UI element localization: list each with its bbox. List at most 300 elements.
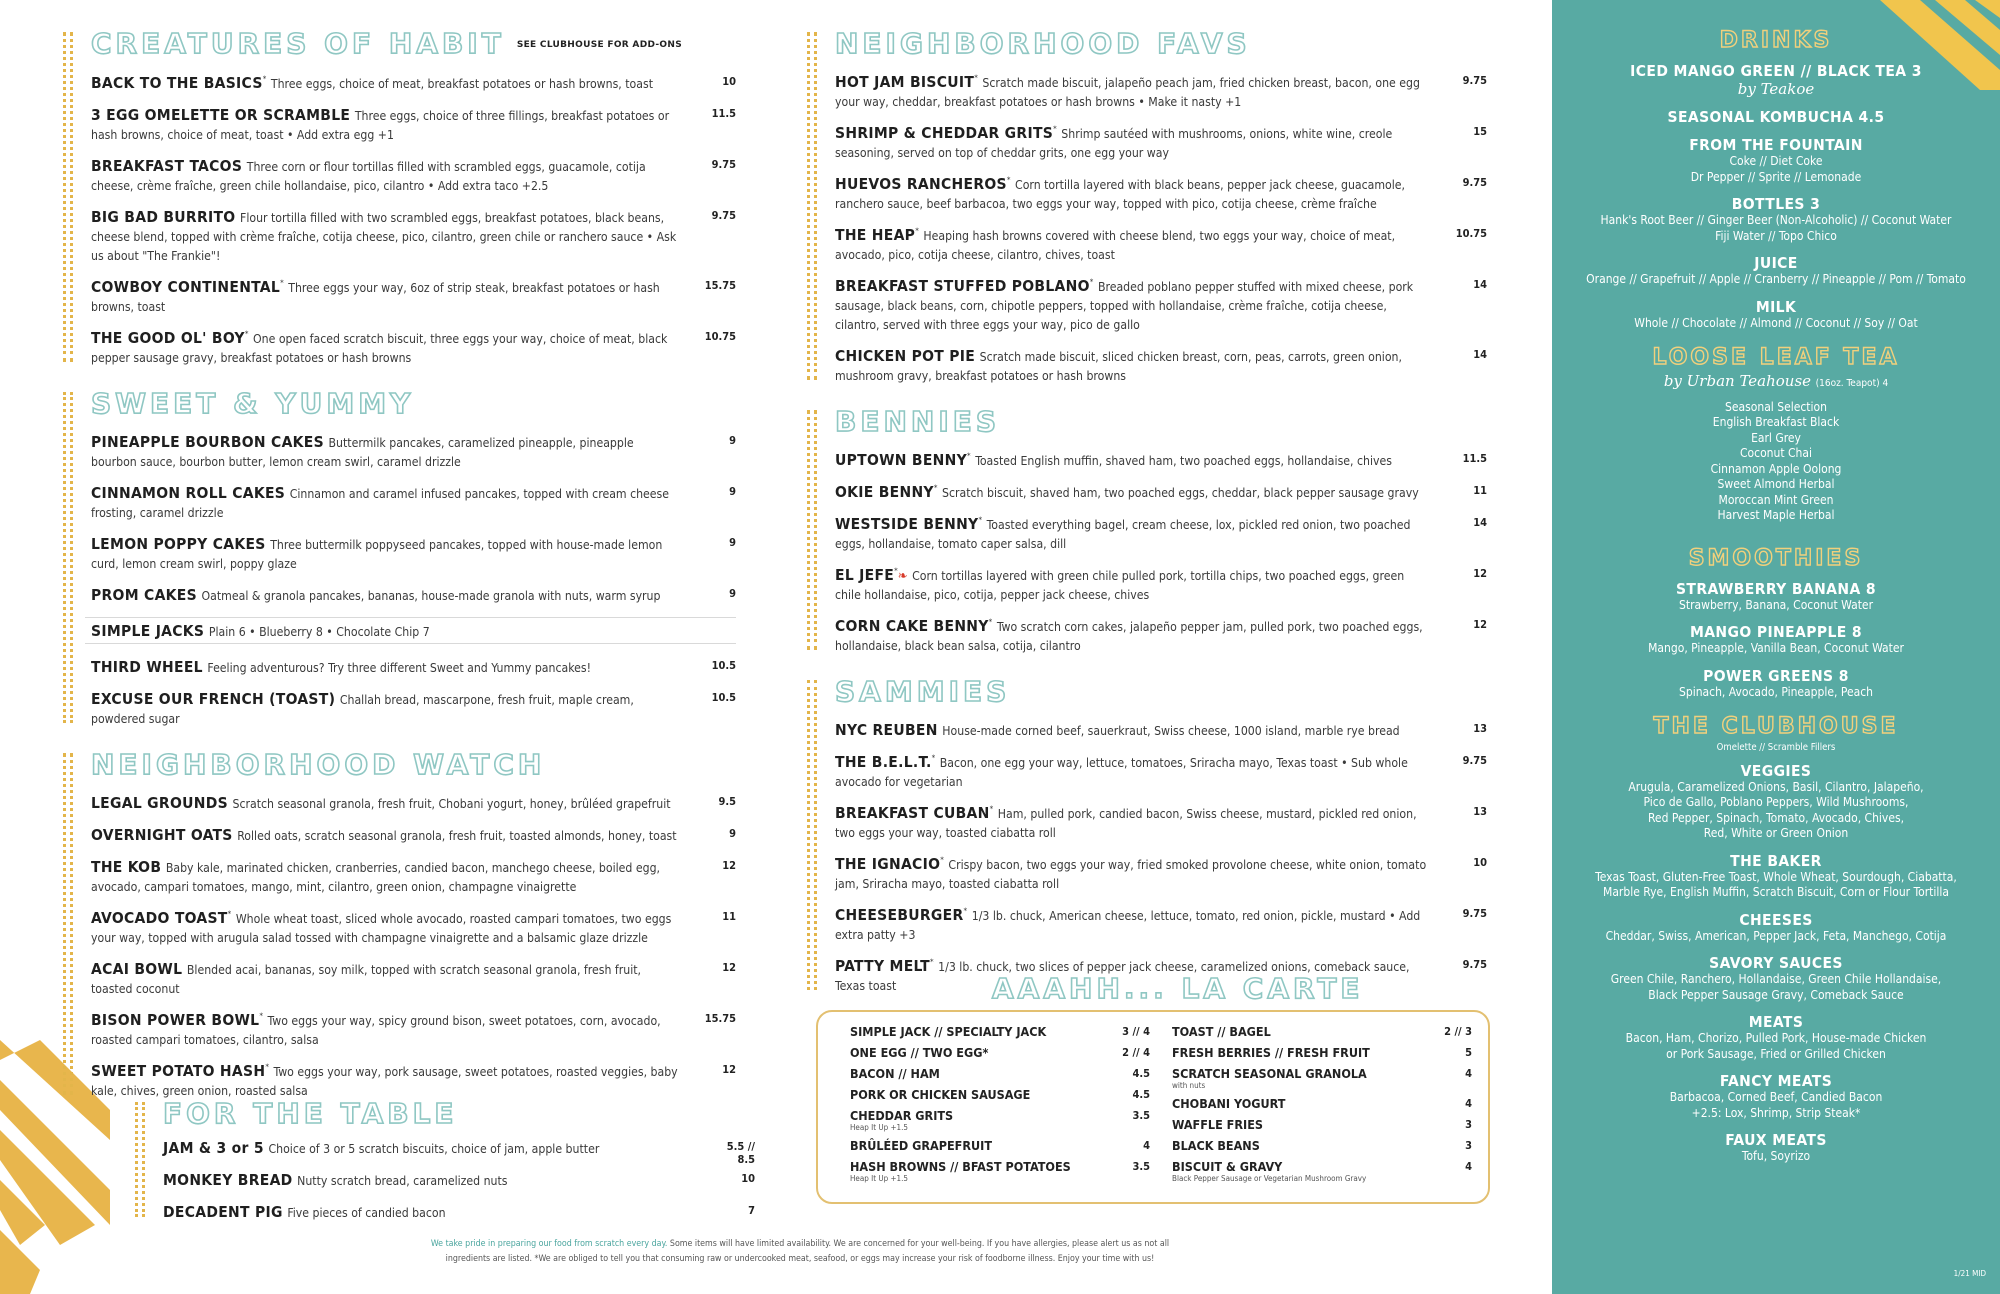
menu-item bbox=[835, 450, 1487, 469]
item-name: THE B.E.L.T. bbox=[835, 753, 932, 771]
star-mark: * bbox=[940, 855, 944, 865]
tea-note: (16oz. Teapot) 4 bbox=[1815, 378, 1889, 389]
stripe-decoration-right bbox=[1860, 0, 2000, 90]
panel-item-heading: FANCY MEATS bbox=[1719, 1072, 1833, 1090]
a-la-carte-name: HASH BROWNS // BFAST POTATOES bbox=[850, 1159, 1071, 1174]
menu-item bbox=[163, 1170, 755, 1189]
a-la-carte-item bbox=[1172, 1117, 1472, 1132]
a-la-carte-left-list bbox=[850, 1024, 1150, 1189]
a-la-carte-item bbox=[1172, 1096, 1472, 1111]
a-la-carte-name: SIMPLE JACK // SPECIALTY JACK bbox=[850, 1024, 1047, 1039]
item-price: 10.5 bbox=[711, 691, 736, 704]
item-name: PATTY MELT bbox=[835, 957, 930, 975]
item-price: 10 bbox=[1473, 856, 1487, 869]
menu-item bbox=[835, 123, 1487, 161]
panel-item bbox=[1552, 667, 2000, 701]
panel-item bbox=[1552, 254, 2000, 288]
panel-item bbox=[1552, 954, 2000, 1003]
item-price: 9 bbox=[729, 485, 736, 498]
dotted-rule bbox=[807, 680, 817, 990]
item-description: Three buttermilk poppyseed pancakes, topped with house-made lemon curd, lemon cream swirl, poppy glaze bbox=[91, 538, 663, 571]
menu-item bbox=[835, 514, 1487, 552]
star-mark: * bbox=[974, 73, 978, 83]
item-price: 14 bbox=[1473, 278, 1487, 291]
menu-item bbox=[835, 276, 1487, 333]
footer-lead: We take pride in preparing our food from scratch every day. bbox=[430, 1239, 668, 1249]
menu-item bbox=[835, 752, 1487, 790]
menu-item bbox=[163, 1138, 755, 1166]
item-price: 9 bbox=[729, 536, 736, 549]
item-price: 10.75 bbox=[704, 330, 736, 343]
item-price: 13 bbox=[1473, 722, 1487, 735]
section-title: SAMMIES bbox=[835, 675, 1011, 708]
item-name: BREAKFAST CUBAN bbox=[835, 804, 990, 822]
a-la-carte-note: with nuts bbox=[1172, 1081, 1206, 1090]
section-neighborhood-watch bbox=[91, 749, 736, 1099]
panel-item-brand: by Teakoe bbox=[1737, 80, 1815, 98]
item-price: 14 bbox=[1473, 348, 1487, 361]
item-name: THE KOB bbox=[91, 858, 162, 876]
a-la-carte-price: 3.5 bbox=[1132, 1160, 1150, 1173]
panel-item-heading: ICED MANGO GREEN // BLACK TEA 3 bbox=[1630, 62, 1922, 80]
a-la-carte-name: FRESH BERRIES // FRESH FRUIT bbox=[1172, 1045, 1370, 1060]
item-name: PROM CAKES bbox=[91, 586, 197, 604]
item-name: UPTOWN BENNY bbox=[835, 451, 968, 469]
section-title: SWEET & YUMMY bbox=[91, 387, 415, 420]
item-description: 1/3 lb. chuck, two slices of pepper jack cheese, caramelized onions, comeback sauce, Texas toast bbox=[835, 960, 1410, 993]
star-mark: * bbox=[929, 957, 934, 967]
item-price: 9 bbox=[729, 434, 736, 447]
item-name: COWBOY CONTINENTAL bbox=[91, 278, 281, 296]
section-for-the-table bbox=[163, 1098, 755, 1221]
item-price: 12 bbox=[722, 1063, 736, 1076]
section-title: FOR THE TABLE bbox=[163, 1097, 458, 1130]
item-description: 1/3 lb. chuck, American cheese, lettuce, tomato, red onion, pickle, mustard • Add extra patty +3 bbox=[835, 909, 1421, 942]
item-price: 9 bbox=[729, 827, 736, 840]
panel-item bbox=[1552, 195, 2000, 244]
item-description: One open faced scratch biscuit, three eggs your way, choice of meat, black pepper sausage gravy, breakfast potatoes or hash browns bbox=[91, 332, 668, 365]
panel-item-heading: JUICE bbox=[1754, 254, 1798, 272]
item-description: Five pieces of candied bacon bbox=[287, 1206, 446, 1220]
a-la-carte-price: 3 bbox=[1465, 1118, 1472, 1131]
item-description: Two scratch corn cakes, jalapeño pepper jam, pulled pork, two poached eggs, hollandaise, black bean salsa, cotija, cilantro bbox=[835, 620, 1423, 653]
middle-column bbox=[835, 28, 1487, 1007]
star-mark: * bbox=[1053, 124, 1057, 134]
panel-item-text: Green Chile, Ranchero, Hollandaise, Green Chile Hollandaise, Black Pepper Sausage Gravy, Comeback Sauce bbox=[1610, 972, 1942, 1002]
menu-item bbox=[91, 156, 736, 194]
item-price: 15.75 bbox=[704, 1012, 736, 1025]
a-la-carte-price: 3 bbox=[1465, 1139, 1472, 1152]
a-la-carte-name: BLACK BEANS bbox=[1172, 1138, 1260, 1153]
loose-leaf-tea-title: LOOSE LEAF TEA bbox=[1652, 345, 1900, 370]
panel-item-text: Coke // Diet Coke Dr Pepper // Sprite // Lemonade bbox=[1690, 154, 1862, 184]
item-description: Whole wheat toast, sliced whole avocado, roasted campari tomatoes, two eggs your way, topped with arugula salad tossed with champagne vinaigrette and a balsamic glaze drizzle bbox=[91, 912, 672, 945]
item-price: 7 bbox=[748, 1204, 755, 1217]
a-la-carte-price: 4.5 bbox=[1132, 1067, 1150, 1080]
drinks-panel bbox=[1552, 0, 2000, 1294]
item-description: Heaping hash browns covered with cheese blend, two eggs your way, choice of meat, avocado, pico, cotija cheese, cilantro, chives, toast bbox=[835, 229, 1396, 262]
dotted-rule bbox=[63, 32, 73, 362]
item-price: 12 bbox=[722, 859, 736, 872]
tea-brand: by Urban Teahouse bbox=[1663, 372, 1812, 390]
a-la-carte-name: BRÛLÉED GRAPEFRUIT bbox=[850, 1138, 992, 1153]
item-price: 12 bbox=[1473, 567, 1487, 580]
a-la-carte-item bbox=[1172, 1159, 1472, 1183]
item-name: THE IGNACIO bbox=[835, 855, 941, 873]
a-la-carte-item bbox=[850, 1087, 1150, 1102]
panel-item-text: Tofu, Soyrizo bbox=[1741, 1149, 1811, 1163]
footer-line2: ingredients are listed. *We are obliged to tell you that consuming raw or undercooked meat, seafood, or eggs may increase your risk of foodborne illness. Enjoy your time with us! bbox=[445, 1254, 1155, 1264]
item-price: 12 bbox=[722, 961, 736, 974]
star-mark: * bbox=[967, 451, 971, 461]
item-description: Crispy bacon, two eggs your way, fried smoked provolone cheese, white onion, tomato jam, Sriracha mayo, toasted ciabatta roll bbox=[835, 858, 1427, 891]
panel-item bbox=[1552, 298, 2000, 332]
item-name: PINEAPPLE BOURBON CAKES bbox=[91, 433, 324, 451]
panel-item-heading: FAUX MEATS bbox=[1725, 1131, 1827, 1149]
item-name: LEGAL GROUNDS bbox=[91, 794, 228, 812]
section-sammies bbox=[835, 676, 1487, 994]
panel-item-heading: BOTTLES 3 bbox=[1731, 195, 1821, 213]
dotted-rule bbox=[63, 392, 73, 723]
item-name: HUEVOS RANCHEROS bbox=[835, 175, 1007, 193]
item-description: Toasted everything bagel, cream cheese, lox, pickled red onion, two poached eggs, hollandaise, tomato caper salsa, dill bbox=[835, 518, 1411, 551]
item-price: 9 bbox=[729, 587, 736, 600]
a-la-carte-name: CHOBANI YOGURT bbox=[1172, 1096, 1286, 1111]
a-la-carte-item bbox=[850, 1108, 1150, 1132]
section-sweet-and-yummy bbox=[91, 388, 736, 727]
menu-item bbox=[835, 482, 1487, 501]
star-mark: * bbox=[280, 278, 284, 288]
star-mark: * bbox=[227, 909, 232, 919]
item-description: Cinnamon and caramel infused pancakes, topped with cream cheese frosting, caramel drizzle bbox=[91, 487, 670, 520]
a-la-carte-item bbox=[850, 1138, 1150, 1153]
menu-code: 1/21 MID bbox=[1953, 1269, 1986, 1278]
item-price: 9.75 bbox=[1462, 754, 1487, 767]
item-price: 9.75 bbox=[1462, 176, 1487, 189]
menu-item bbox=[91, 825, 736, 844]
item-description: Shrimp sautéed with mushrooms, onions, white wine, creole seasoning, served on top of cheddar grits, one egg your way bbox=[835, 127, 1393, 160]
a-la-carte-note: Black Pepper Sausage or Vegetarian Mushroom Gravy bbox=[1172, 1174, 1367, 1183]
panel-item bbox=[1552, 623, 2000, 657]
dotted-rule bbox=[135, 1102, 145, 1217]
menu-item bbox=[91, 73, 736, 92]
star-mark: * bbox=[1089, 277, 1094, 287]
item-description: Ham, pulled pork, candied bacon, Swiss cheese, mustard, pickled red onion, two eggs your way, toasted ciabatta roll bbox=[835, 807, 1417, 840]
item-price: 15.75 bbox=[704, 279, 736, 292]
a-la-carte-note: Heap It Up +1.5 bbox=[850, 1174, 908, 1183]
for-the-table-column bbox=[163, 1098, 755, 1234]
a-la-carte-price: 4 bbox=[1465, 1097, 1472, 1110]
item-price: 9.75 bbox=[711, 209, 736, 222]
dotted-rule bbox=[63, 753, 73, 1095]
panel-item-text: Orange // Grapefruit // Apple // Cranberry // Pineapple // Pom // Tomato bbox=[1586, 272, 1966, 286]
item-description: Two eggs your way, spicy ground bison, sweet potatoes, corn, avocado, roasted campari tomatoes, cilantro, salsa bbox=[91, 1014, 661, 1047]
item-price: 10.75 bbox=[1455, 227, 1487, 240]
item-name: NYC REUBEN bbox=[835, 721, 938, 739]
panel-item-text: Hank's Root Beer // Ginger Beer (Non-Alcoholic) // Coconut Water Fiji Water // Topo Chico bbox=[1600, 213, 1952, 243]
a-la-carte-item bbox=[1172, 1066, 1472, 1090]
panel-item-heading: FROM THE FOUNTAIN bbox=[1689, 136, 1863, 154]
panel-item bbox=[1552, 136, 2000, 185]
item-description: Three corn or flour tortillas filled with scrambled eggs, guacamole, cotija cheese, crème fraîche, green chile hollandaise, pico, cilantro • Add extra taco +2.5 bbox=[91, 160, 646, 193]
a-la-carte-price: 4 bbox=[1143, 1139, 1150, 1152]
a-la-carte-price: 4.5 bbox=[1132, 1088, 1150, 1101]
tea-list: Seasonal Selection English Breakfast Black Earl Grey Coconut Chai Cinnamon Apple Oolong Sweet Almond Herbal Moroccan Mint Green Harvest Maple Herbal bbox=[1710, 399, 1842, 522]
menu-item bbox=[91, 857, 736, 895]
menu-item bbox=[85, 617, 736, 644]
panel-item bbox=[1552, 911, 2000, 945]
item-price: 10 bbox=[722, 75, 736, 88]
item-name: BACK TO THE BASICS bbox=[91, 74, 263, 92]
item-name: OVERNIGHT OATS bbox=[91, 826, 233, 844]
panel-item-text: Texas Toast, Gluten-Free Toast, Whole Wheat, Sourdough, Ciabatta, Marble Rye, English Muffin, Scratch Biscuit, Corn or Flour Tortilla bbox=[1595, 869, 1957, 899]
item-name: CHICKEN POT PIE bbox=[835, 347, 976, 365]
panel-item-text: Arugula, Caramelized Onions, Basil, Cilantro, Jalapeño, Pico de Gallo, Poblano Peppers, Wild Mushrooms, Red Pepper, Spinach, Tomato, Avocado, Chives, Red, White or Green Onion bbox=[1628, 779, 1924, 840]
star-mark: * bbox=[963, 906, 968, 916]
item-name: EL JEFE bbox=[835, 566, 895, 584]
item-description: Rolled oats, scratch seasonal granola, fresh fruit, toasted almonds, honey, toast bbox=[237, 829, 677, 843]
panel-item-heading: CHEESES bbox=[1739, 910, 1813, 929]
item-name: JAM & 3 or 5 bbox=[163, 1139, 264, 1157]
item-description: Toasted English muffin, shaved ham, two poached eggs, hollandaise, chives bbox=[975, 454, 1392, 468]
item-price: 9.75 bbox=[1462, 74, 1487, 87]
item-name: BIG BAD BURRITO bbox=[91, 208, 236, 226]
item-description: Three eggs your way, 6oz of strip steak, breakfast potatoes or hash browns, toast bbox=[91, 281, 660, 314]
menu-item bbox=[91, 105, 736, 143]
a-la-carte-item bbox=[850, 1045, 1150, 1060]
menu-item bbox=[91, 277, 736, 315]
panel-item-text: Whole // Chocolate // Almond // Coconut // Soy // Oat bbox=[1634, 315, 1918, 330]
panel-item bbox=[1552, 580, 2000, 614]
item-price: 13 bbox=[1473, 805, 1487, 818]
menu-item bbox=[91, 534, 736, 572]
menu-item bbox=[835, 905, 1487, 943]
menu-item bbox=[163, 1202, 755, 1221]
panel-item-heading: STRAWBERRY BANANA 8 bbox=[1675, 579, 1876, 598]
menu-item bbox=[91, 959, 736, 997]
panel-item bbox=[1552, 762, 2000, 842]
a-la-carte-price: 2 // 3 bbox=[1444, 1025, 1472, 1038]
star-mark: * bbox=[931, 753, 936, 763]
item-name: BREAKFAST STUFFED POBLANO bbox=[835, 277, 1090, 295]
a-la-carte-price: 4 bbox=[1465, 1160, 1472, 1173]
item-name: THE GOOD OL' BOY bbox=[91, 329, 245, 347]
dotted-rule bbox=[807, 32, 817, 380]
item-price: 10 bbox=[741, 1172, 755, 1185]
panel-item bbox=[1552, 1131, 2000, 1165]
item-name: OKIE BENNY bbox=[835, 483, 934, 501]
panel-item-text: Mango, Pineapple, Vanilla Bean, Coconut Water bbox=[1648, 641, 1904, 655]
item-price: 10.5 bbox=[711, 659, 736, 672]
drinks-list bbox=[1552, 62, 2000, 331]
menu-item bbox=[91, 1061, 736, 1099]
item-description: Three eggs, choice of meat, breakfast potatoes or hash browns, toast bbox=[270, 77, 653, 91]
menu-item bbox=[91, 483, 736, 521]
item-name: BISON POWER BOWL bbox=[91, 1011, 260, 1029]
item-description: Breaded poblano pepper stuffed with mixed cheese, pork sausage, black beans, corn, chipotle peppers, topped with hollandaise, crème fraîche, cotija cheese, cilantro, served with three eggs your way, pico de gallo bbox=[835, 280, 1414, 332]
a-la-carte-item bbox=[1172, 1138, 1472, 1153]
a-la-carte-price: 2 // 4 bbox=[1122, 1046, 1150, 1059]
item-price: 11.5 bbox=[711, 107, 736, 120]
star-mark: * bbox=[244, 329, 249, 339]
star-mark: * bbox=[1006, 175, 1011, 185]
item-description: Flour tortilla filled with two scrambled eggs, breakfast potatoes, black beans, cheese blend, topped with crème fraîche, cotija cheese, pico, cilantro, green chile or ranchero sauce • Ask us about "The Frankie"! bbox=[91, 211, 677, 263]
a-la-carte-name: ONE EGG // TWO EGG* bbox=[850, 1045, 989, 1060]
section-neighborhood-favs bbox=[835, 28, 1487, 384]
item-name: THE HEAP bbox=[835, 226, 916, 244]
panel-item-heading: SAVORY SAUCES bbox=[1709, 954, 1843, 972]
star-mark: * bbox=[989, 804, 994, 814]
panel-item bbox=[1552, 852, 2000, 901]
item-name: EXCUSE OUR FRENCH (TOAST) bbox=[91, 690, 336, 708]
item-price: 5.5 // 8.5 bbox=[726, 1140, 755, 1166]
section-title: NEIGHBORHOOD WATCH bbox=[91, 748, 546, 781]
a-la-carte-item bbox=[850, 1066, 1150, 1081]
section-title: BENNIES bbox=[835, 405, 1001, 438]
panel-item-heading: SEASONAL KOMBUCHA 4.5 bbox=[1667, 108, 1885, 126]
item-name: CORN CAKE BENNY bbox=[835, 617, 989, 635]
panel-item-text: Spinach, Avocado, Pineapple, Peach bbox=[1678, 684, 1874, 699]
menu-item bbox=[835, 225, 1487, 263]
item-name: SIMPLE JACKS bbox=[91, 622, 205, 640]
item-description: Scratch biscuit, shaved ham, two poached eggs, cheddar, black pepper sausage gravy bbox=[942, 486, 1419, 500]
item-price: 11.5 bbox=[1462, 452, 1487, 465]
panel-item-heading: MEATS bbox=[1748, 1013, 1804, 1031]
star-mark: * bbox=[988, 617, 993, 627]
item-name: 3 EGG OMELETTE OR SCRAMBLE bbox=[91, 106, 351, 124]
panel-item-heading: VEGGIES bbox=[1740, 761, 1812, 780]
footer-text: Some items will have limited availability. We are concerned for your well-being. If you have allergies, please alert us as not all bbox=[667, 1239, 1170, 1249]
star-mark: * bbox=[262, 74, 267, 84]
menu-item bbox=[835, 346, 1487, 384]
panel-item-heading: MILK bbox=[1755, 297, 1797, 316]
section-title: NEIGHBORHOOD FAVS bbox=[835, 27, 1251, 60]
a-la-carte-item bbox=[1172, 1024, 1472, 1039]
panel-item-text: Cheddar, Swiss, American, Pepper Jack, Feta, Manchego, Cotija bbox=[1605, 928, 1947, 943]
chili-pepper-icon: ❧ bbox=[897, 569, 908, 584]
item-description: Oatmeal & granola pancakes, bananas, house-made granola with nuts, warm syrup bbox=[201, 589, 661, 603]
menu-item bbox=[835, 803, 1487, 841]
item-name: LEMON POPPY CAKES bbox=[91, 535, 266, 553]
menu-item bbox=[835, 174, 1487, 212]
menu-item bbox=[91, 432, 736, 470]
item-price: 9.75 bbox=[1462, 958, 1487, 971]
panel-item-heading: THE BAKER bbox=[1730, 851, 1822, 870]
star-mark: * bbox=[894, 566, 898, 576]
menu-item bbox=[91, 585, 736, 604]
clubhouse-title: THE CLUBHOUSE bbox=[1653, 714, 1899, 739]
item-price: 11 bbox=[1473, 484, 1487, 497]
section-subtitle: SEE CLUBHOUSE FOR ADD-ONS bbox=[516, 40, 683, 50]
item-description: Challah bread, mascarpone, fresh fruit, maple cream, powdered sugar bbox=[91, 693, 634, 726]
item-name: SWEET POTATO HASH bbox=[91, 1062, 266, 1080]
menu-item bbox=[91, 207, 736, 264]
star-mark: * bbox=[265, 1062, 269, 1072]
item-price: 14 bbox=[1473, 516, 1487, 529]
a-la-carte-price: 5 bbox=[1465, 1046, 1472, 1059]
smoothies-list bbox=[1552, 580, 2000, 701]
a-la-carte-item bbox=[850, 1159, 1150, 1183]
item-name: DECADENT PIG bbox=[163, 1203, 283, 1221]
smoothies-title: SMOOTHIES bbox=[1688, 545, 1864, 571]
a-la-carte-price: 3 // 4 bbox=[1122, 1025, 1150, 1038]
item-price: 9.75 bbox=[711, 158, 736, 171]
a-la-carte-note: Heap It Up +1.5 bbox=[850, 1123, 908, 1132]
item-description: House-made corned beef, sauerkraut, Swiss cheese, 1000 island, marble rye bread bbox=[942, 724, 1400, 738]
item-name: SHRIMP & CHEDDAR GRITS bbox=[835, 124, 1054, 142]
item-description: Choice of 3 or 5 scratch biscuits, choice of jam, apple butter bbox=[268, 1142, 600, 1156]
item-name: CINNAMON ROLL CAKES bbox=[91, 484, 286, 502]
star-mark: * bbox=[259, 1011, 263, 1021]
panel-item bbox=[1552, 1072, 2000, 1121]
a-la-carte-price: 3.5 bbox=[1132, 1109, 1150, 1122]
panel-item-heading: MANGO PINEAPPLE 8 bbox=[1689, 623, 1863, 641]
a-la-carte-name: BISCUIT & GRAVY bbox=[1172, 1159, 1283, 1174]
menu-item bbox=[91, 328, 736, 366]
item-description: Buttermilk pancakes, caramelized pineapple, pineapple bourbon sauce, bourbon butter, lemon cream swirl, caramel drizzle bbox=[91, 436, 634, 469]
section-bennies bbox=[835, 406, 1487, 654]
item-description: Corn tortillas layered with green chile pulled pork, tortilla chips, two poached eggs, green chile hollandaise, pico, cotija, pepper jack cheese, chives bbox=[835, 569, 1405, 602]
item-name: CHEESEBURGER bbox=[835, 906, 964, 924]
section-creatures-of-habit bbox=[91, 28, 736, 366]
a-la-carte-item bbox=[850, 1024, 1150, 1039]
menu-item bbox=[835, 565, 1487, 603]
item-name: MONKEY BREAD bbox=[163, 1171, 293, 1189]
menu-item bbox=[835, 720, 1487, 739]
star-mark: * bbox=[978, 515, 983, 525]
a-la-carte-right-list bbox=[1172, 1024, 1472, 1189]
menu-item bbox=[91, 1010, 736, 1048]
a-la-carte-name: PORK OR CHICKEN SAUSAGE bbox=[850, 1087, 1031, 1102]
menu-item bbox=[835, 616, 1487, 654]
a-la-carte-name: WAFFLE FRIES bbox=[1172, 1117, 1263, 1132]
item-description: Corn tortilla layered with black beans, pepper jack cheese, guacamole, ranchero sauce, beef barbacoa, two eggs your way, topped with pico, cotija cheese, crème fraîche bbox=[835, 178, 1406, 211]
item-name: AVOCADO TOAST bbox=[91, 909, 228, 927]
item-name: ACAI BOWL bbox=[91, 960, 183, 978]
item-price: 9.5 bbox=[718, 795, 736, 808]
item-price: 15 bbox=[1473, 125, 1487, 138]
item-description: Bacon, one egg your way, lettuce, tomatoes, Sriracha mayo, Texas toast • Sub whole avocado for vegetarian bbox=[835, 756, 1408, 789]
item-description: Baby kale, marinated chicken, cranberries, candied bacon, manchego cheese, boiled egg, avocado, campari tomatoes, mango, mint, cilantro, green onion, champagne vinaigrette bbox=[91, 861, 661, 894]
star-mark: * bbox=[915, 226, 919, 236]
item-price: 9.75 bbox=[1462, 907, 1487, 920]
menu-item bbox=[91, 689, 736, 727]
a-la-carte-name: CHEDDAR GRITS bbox=[850, 1108, 954, 1123]
a-la-carte-price: 4 bbox=[1465, 1067, 1472, 1080]
a-la-carte-item bbox=[1172, 1045, 1472, 1060]
left-column bbox=[91, 28, 736, 1121]
menu-item bbox=[835, 72, 1487, 110]
clubhouse-subtitle: Omelette // Scramble Fillers bbox=[1716, 742, 1836, 753]
a-la-carte-name: BACON // HAM bbox=[850, 1066, 940, 1081]
footer-disclaimer bbox=[420, 1237, 1180, 1267]
item-price: 12 bbox=[1473, 618, 1487, 631]
item-description: Three eggs, choice of three fillings, breakfast potatoes or hash browns, choice of meat, toast • Add extra egg +1 bbox=[91, 109, 670, 142]
panel-item-text: Bacon, Ham, Chorizo, Pulled Pork, House-made Chicken or Pork Sausage, Fried or Grilled Chicken bbox=[1625, 1031, 1927, 1061]
a-la-carte-box bbox=[816, 1010, 1490, 1204]
item-name: THIRD WHEEL bbox=[91, 658, 203, 676]
dotted-rule bbox=[807, 410, 817, 650]
item-description: Nutty scratch bread, caramelized nuts bbox=[297, 1174, 508, 1188]
panel-item-text: Barbacoa, Corned Beef, Candied Bacon +2.5: Lox, Shrimp, Strip Steak* bbox=[1669, 1090, 1883, 1120]
a-la-carte-name: TOAST // BAGEL bbox=[1172, 1024, 1271, 1039]
item-name: HOT JAM BISCUIT bbox=[835, 73, 975, 91]
item-description: Blended acai, bananas, soy milk, topped with scratch seasonal granola, fresh fruit, toasted coconut bbox=[91, 963, 642, 996]
menu-item bbox=[835, 854, 1487, 892]
drinks-title: DRINKS bbox=[1719, 28, 1833, 53]
panel-item-heading: POWER GREENS 8 bbox=[1703, 666, 1849, 685]
item-description: Feeling adventurous? Try three different Sweet and Yummy pancakes! bbox=[207, 661, 591, 675]
